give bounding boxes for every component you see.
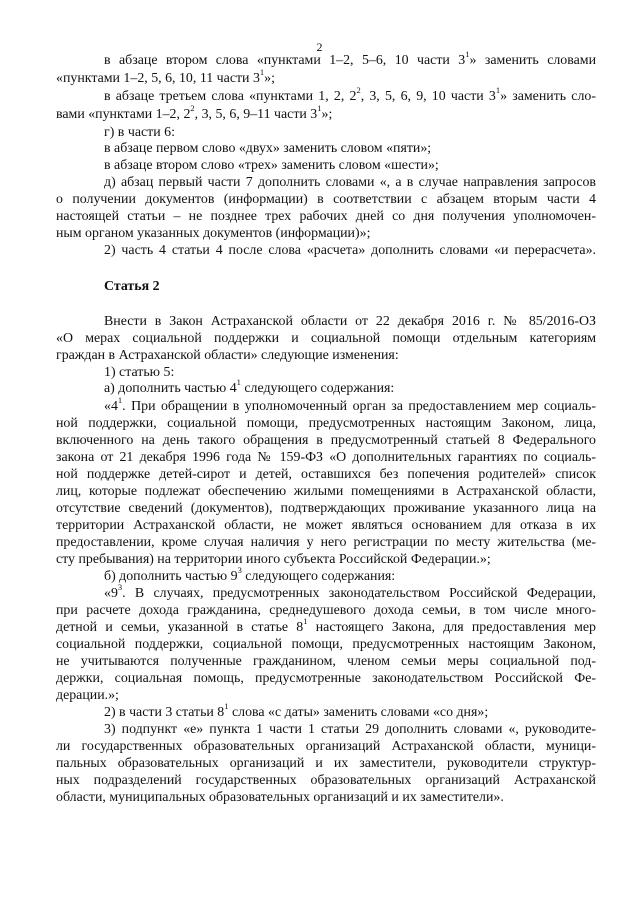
page-number: 2 (316, 40, 323, 54)
text-line: о получении документов (информации) в соответствии с абзацем вторым части 4 (56, 192, 596, 207)
text-line: отсутствие сведений (документов), подтверждающих проживание указанного лица на (56, 501, 596, 516)
text-line: ным органом указанных документов (информации)»; (56, 226, 371, 241)
text-line: 3) подпункт «е» пункта 1 части 1 статьи 29 дополнить словами «, руководите- (104, 722, 596, 737)
text-line: дерации.»; (56, 688, 119, 703)
text-line: социальной поддержки, социальной помощи, предусмотренных настоящим Законом, (56, 637, 596, 652)
text-line: а) дополнить частью $4^1$ следующего содержания: (104, 377, 395, 396)
text-line: ной поддержке детей-сирот и детей, оставшихся без попечения родителей» список (56, 467, 596, 482)
text-line: 2) часть 4 статьи 4 после слова «расчета» дополнить словами «и перерасчета». (104, 243, 596, 258)
text-line: «$4^1$. При обращении в уполномоченный орган за предоставлением мер социаль- (104, 395, 596, 414)
text-line: ной поддержки, социальной помощи, предусмотренных настоящим Законом, лица, (56, 416, 596, 431)
text-line: 2) в части 3 статьи $8^1$ слова «с даты» заменить словами «со дня»; (104, 701, 489, 720)
text-line: 1) статью 5: (104, 365, 175, 380)
text-line: «О мерах социальной поддержки и социальной помощи отдельным категориям (56, 331, 596, 346)
text-line: «$9^3$. В случаях, предусмотренных законодательством Российской Федерации, (104, 582, 596, 601)
text-line: г) в части 6: (104, 125, 175, 140)
text-line: предоставлении, кроме случая наличия у него регистрации по месту жительства (ме- (56, 535, 596, 550)
text-line: б) дополнить частью $9^3$ следующего содержания: (104, 565, 396, 584)
text-line: сту пребывания) на территории иного субъекта Российской Федерации.»; (56, 552, 491, 567)
text-line: детной и семьи, указанной в статье $8^1$ настоящего Закона, для предоставления мер (56, 616, 596, 635)
text-line: ных подразделений государственных образовательных организаций Астраханской (56, 773, 596, 788)
article-heading: Статья 2 (104, 279, 160, 294)
text-line: граждан в Астраханской области» следующие изменения: (56, 348, 399, 363)
text-line: не учитываются полученные гражданином, членом семьи меры социальной под- (56, 654, 596, 669)
text-line: области, муниципальных образовательных организаций и их заместители». (56, 790, 504, 805)
text-line: в абзаце третьем слова «пунктами 1, 2, $2^2$, 3, 5, 6, 9, 10 части $3^1$» заменить сло- (104, 85, 596, 104)
text-line: в абзаце втором слово «трех» заменить словом «шести»; (104, 158, 439, 173)
text-line: «пунктами 1–2, 5, 6, 10, 11 части $3^1$»; (56, 67, 275, 86)
text-line: в абзаце первом слово «двух» заменить словом «пяти»; (104, 141, 432, 156)
text-line: в абзаце втором слова «пунктами 1–2, 5–6, 10 части $3^1$» заменить словами (104, 49, 597, 68)
text-line: пальных образовательных организаций и их заместители, руководители структур- (56, 756, 596, 771)
text-line: лиц, которые подлежат обеспечению жилыми помещениями в Астраханской области, (56, 484, 596, 499)
text-line: ли государственных образовательных организаций Астраханской области, муници- (56, 739, 596, 754)
text-line: д) абзац первый части 7 дополнить словами «, а в случае направления запросов (104, 175, 596, 190)
text-line: вами «пунктами 1–2, $2^2$, 3, 5, 6, 9–11 части $3^1$»; (56, 103, 333, 122)
text-line: закона от 21 декабря 1996 года № 159-ФЗ «О дополнительных гарантиях по социаль- (56, 450, 596, 465)
text-line: территории Астраханской области, не может являться основанием для отказа в их (56, 518, 596, 533)
text-line: держки, социальная помощь, предусмотренные законодательством Российской Фе- (56, 671, 596, 686)
text-line: включенного на день такого обращения в предусмотренный статьей 8 Федерального (56, 433, 596, 448)
text-line: Внести в Закон Астраханской области от 22 декабря 2016 г. № 85/2016-ОЗ (104, 314, 596, 329)
text-line: настоящей статьи – не позднее трех рабочих дней со дня получения уполномочен- (56, 209, 596, 224)
text-line: при расчете дохода гражданина, среднедушевого дохода семьи, в том числе много- (56, 603, 596, 618)
